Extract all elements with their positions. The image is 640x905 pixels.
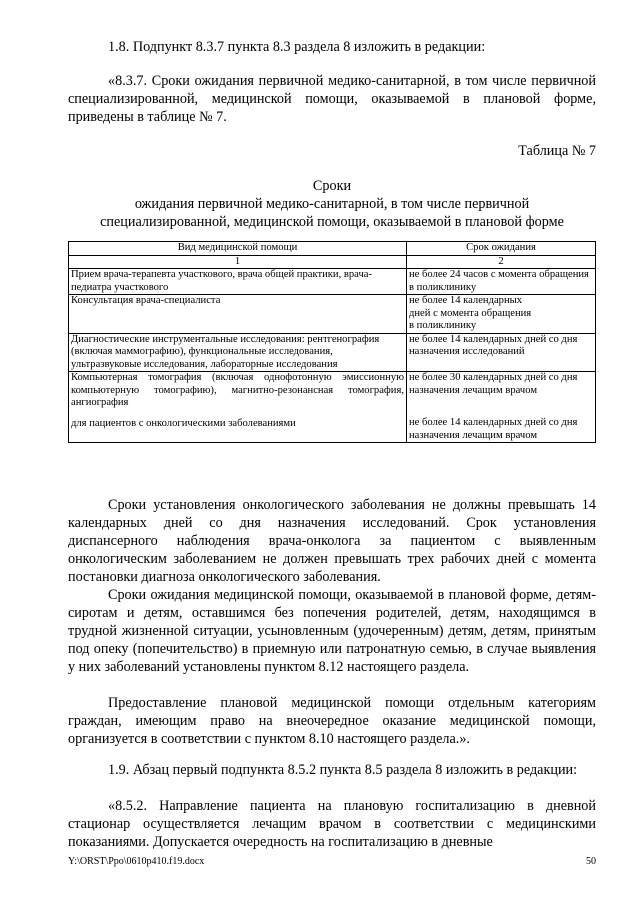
table-cell-term (407, 372, 596, 443)
footer-file-path: Y:\ORST\Ppo\0610p410.f19.docx (68, 856, 205, 867)
page-number: 50 (586, 856, 596, 867)
table-cell-kind-text: Компьютерная томография (включая однофотонную эмиссионную компьютерную томографию), магнитно-резонансная томография, ангиография (71, 372, 404, 408)
para-orphans: Сроки ожидания медицинской помощи, оказываемой в плановой форме, детям-сиротам и детям, оставшимся без попечения родителей, детям, находящимся в трудной жизненной ситуации, усыновленным (удочеренным) детям, детям, принятым под опеку (попечительство) в приемную или патронатную семью, в случае выявления у них заболеваний установлены пунктом 8.12 настоящего раздела. (68, 587, 596, 675)
table-cell-kind-oncology: для пациентов с онкологическими заболеваниями (71, 417, 296, 429)
table-header-term: Срок ожидания (407, 242, 596, 256)
table-row (69, 269, 596, 295)
table-cell-kind: Консультация врача-специалиста (69, 295, 407, 334)
table-cell-kind (69, 372, 407, 443)
table-col-number: 2 (407, 255, 596, 269)
item-1-9: 1.9. Абзац первый подпункта 8.5.2 пункта 8.5 раздела 8 изложить в редакции: (108, 762, 578, 778)
intro-8-3-7: «8.3.7. Сроки ожидания первичной медико-санитарной, в том числе первичной специализированной, медицинской помощи, оказываемой в плановой форме, приведены в таблице № 7. (68, 73, 596, 125)
table-title-line-2: ожидания первичной медико-санитарной, в том числе первичной специализированной, медицинской помощи, оказываемой в плановой форме (100, 196, 564, 230)
table-cell-kind: Прием врача-терапевта участкового, врача общей практики, врача-педиатра участкового (69, 269, 407, 295)
table-row (69, 372, 596, 443)
table-row (69, 333, 596, 372)
table-title-line-1: Сроки (312, 178, 352, 194)
table-cell-term: не более 24 часов с момента обращения в поликлинику (407, 269, 596, 295)
table-cell-term: не более 14 календарных дней с момента обращения в поликлинику (407, 295, 596, 334)
table-cell-term-text: не более 30 календарных дней со дня назначения лечащим врачом (409, 372, 578, 396)
table-cell-term-oncology: не более 14 календарных дней со дня назначения лечащим врачом (409, 417, 578, 441)
table-col-number-row (69, 255, 596, 269)
table-cell-term: не более 14 календарных дней со дня назначения исследований (407, 333, 596, 372)
waiting-times-table (68, 241, 596, 443)
table-header-row (69, 242, 596, 256)
para-categories: Предоставление плановой медицинской помощи отдельным категориям граждан, имеющим право на внеочередное оказание медицинской помощи, организуется в соответствии с пунктом 8.10 настоящего раздела.». (68, 695, 596, 747)
table-row (69, 295, 596, 334)
para-oncology-terms: Сроки установления онкологического заболевания не должны превышать 14 календарных дней со дня назначения исследований. Срок установления диспансерного наблюдения врача-онколога за пациентом с выявленным онкологическим заболеванием не должен превышать трех рабочих дней с момента постановки диагноза онкологического заболевания. (68, 497, 596, 585)
table-header-kind: Вид медицинской помощи (69, 242, 407, 256)
table-cell-kind: Диагностические инструментальные исследования: рентгенография (включая маммографию), функциональные исследования, ультразвуковые исследования, лабораторные исследования (69, 333, 407, 372)
item-1-8: 1.8. Подпункт 8.3.7 пункта 8.3 раздела 8 изложить в редакции: (108, 39, 486, 55)
para-8-5-2: «8.5.2. Направление пациента на плановую госпитализацию в дневной стационар осуществляется лечащим врачом в соответствии с медицинскими показаниями. Допускается очередность на госпитализацию в дневные (68, 798, 596, 850)
table-label: Таблица № 7 (518, 143, 596, 159)
table-col-number: 1 (69, 255, 407, 269)
